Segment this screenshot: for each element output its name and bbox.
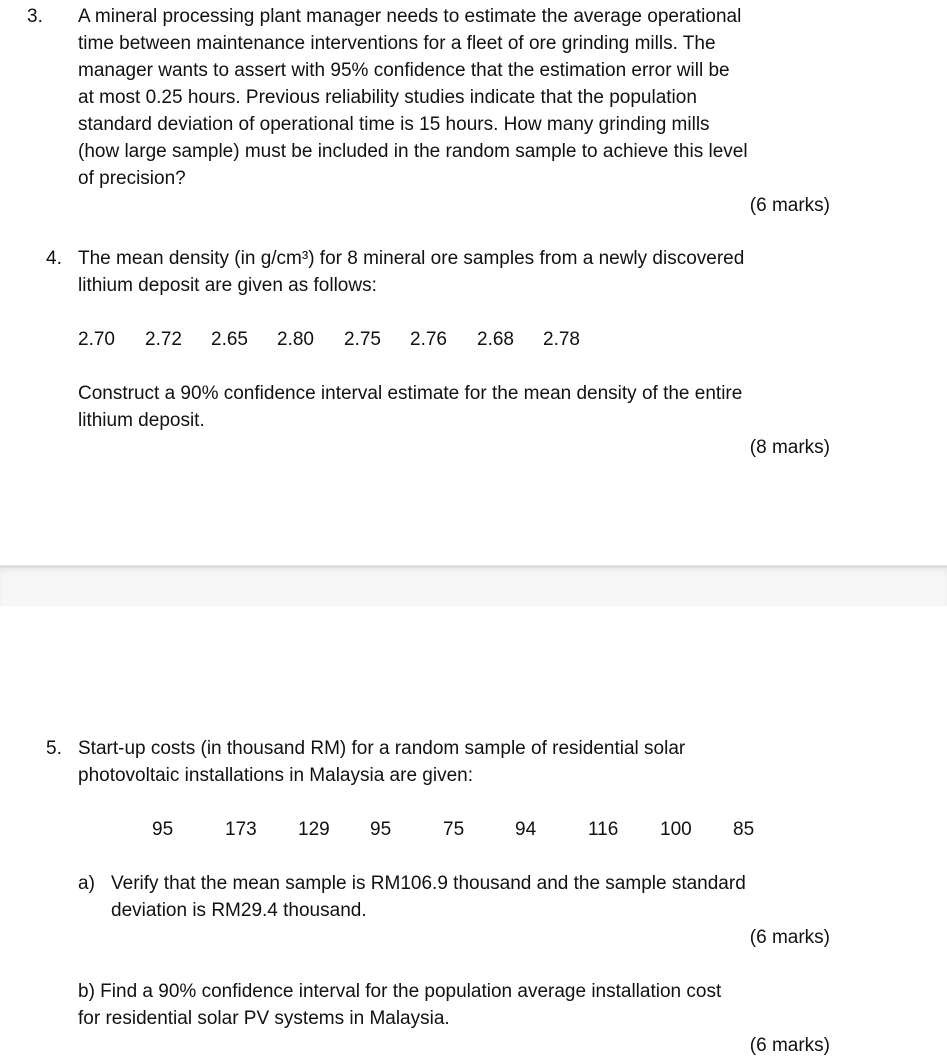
question-3-line: manager wants to assert with 95% confidence that the estimation error will be (78, 60, 730, 81)
part-b-marks: (6 marks) (749, 1035, 830, 1056)
question-4-task (78, 380, 830, 434)
question-5-line: photovoltaic installations in Malaysia are given: (78, 765, 473, 786)
data-value: 85 (733, 819, 755, 840)
question-4 (0, 230, 947, 480)
data-value: 116 (588, 819, 619, 840)
question-4-data-row (0, 326, 947, 353)
data-value: 2.76 (410, 329, 447, 350)
data-value: 94 (515, 819, 537, 840)
question-5-number: 5. (46, 738, 62, 759)
data-value: 2.80 (277, 329, 314, 350)
data-value: 173 (225, 819, 257, 840)
page-break (0, 565, 947, 606)
data-value: 95 (152, 819, 174, 840)
question-4-line: lithium deposit are given as follows: (78, 275, 377, 296)
question-3-marks: (6 marks) (749, 195, 830, 216)
part-b-text (78, 978, 830, 1032)
data-value: 2.75 (344, 329, 381, 350)
question-4-line: The mean density (in g/cm³) for 8 mineral ore samples from a newly discovered (78, 248, 745, 269)
question-4-task-line: Construct a 90% confidence interval estimate for the mean density of the entire (78, 383, 743, 404)
part-a-marks: (6 marks) (749, 927, 830, 948)
question-4-task-line: lithium deposit. (78, 410, 205, 431)
data-value: 2.70 (78, 329, 115, 350)
question-5-data-row (0, 816, 947, 843)
question-5-intro (78, 735, 830, 789)
part-b-line: for residential solar PV systems in Malaysia. (78, 1008, 450, 1029)
data-value: 2.72 (145, 329, 182, 350)
data-value: 129 (298, 819, 330, 840)
question-5-line: Start-up costs (in thousand RM) for a random sample of residential solar (78, 738, 686, 759)
part-a-line: deviation is RM29.4 thousand. (111, 900, 367, 921)
question-3-line: A mineral processing plant manager needs to estimate the average operational (78, 6, 742, 27)
question-3-line: (how large sample) must be included in the random sample to achieve this level (78, 141, 748, 162)
question-3-line: at most 0.25 hours. Previous reliability studies indicate that the population (78, 87, 697, 108)
question-3 (0, 0, 947, 230)
question-5 (0, 730, 947, 1060)
question-3-line: standard deviation of operational time is 15 hours. How many grinding mills (78, 114, 710, 135)
data-value: 2.68 (477, 329, 514, 350)
question-3-text (78, 3, 830, 192)
question-3-line: of precision? (78, 168, 186, 189)
data-value: 2.65 (211, 329, 248, 350)
part-a-text (111, 870, 830, 924)
part-a-label: a) (78, 873, 95, 894)
data-value: 100 (660, 819, 692, 840)
data-value: 2.78 (543, 329, 580, 350)
data-value: 75 (443, 819, 465, 840)
question-3-line: time between maintenance interventions for a fleet of ore grinding mills. The (78, 33, 716, 54)
question-4-marks: (8 marks) (749, 437, 830, 458)
question-3-number: 3. (27, 6, 43, 27)
question-4-number: 4. (46, 248, 62, 269)
data-value: 95 (370, 819, 392, 840)
part-b-line: b) Find a 90% confidence interval for the population average installation cost (78, 981, 722, 1002)
part-a-line: Verify that the mean sample is RM106.9 thousand and the sample standard (111, 873, 746, 894)
question-4-intro (78, 245, 830, 299)
